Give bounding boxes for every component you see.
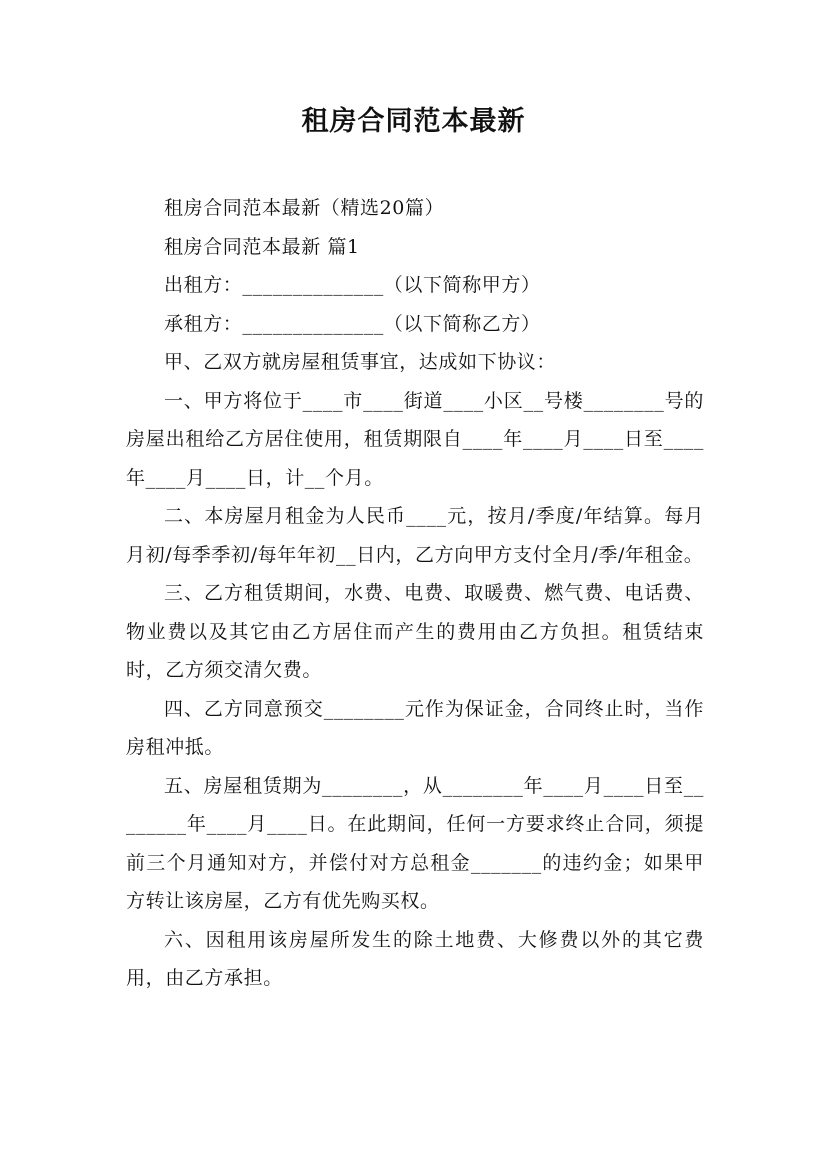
paragraph-clause-1: 一、甲方将位于____市____街道____小区__号楼________号的房屋出租给乙方居住使用，租赁期限自____年____月____日至____年____月____日，计__个月。 [126, 389, 704, 489]
paragraph-clause-2: 二、本房屋月租金为人民币____元，按月/季度/年结算。每月月初/每季季初/每年年初__日内，乙方向甲方支付全月/季/年租金。 [126, 505, 704, 566]
paragraph-agreement-intro: 甲、乙双方就房屋租赁事宜，达成如下协议： [164, 351, 557, 373]
paragraph-subtitle: 租房合同范本最新（精选20篇） [164, 197, 445, 219]
paragraph-clause-6: 六、因租用该房屋所发生的除土地费、大修费以外的其它费用，由乙方承担。 [126, 928, 704, 989]
paragraph-section-heading: 租房合同范本最新 篇1 [164, 235, 360, 258]
paragraph-lessor: 出租方：______________（以下简称甲方） [164, 274, 541, 296]
paragraph-lessee: 承租方：______________（以下简称乙方） [164, 312, 541, 335]
document-title: 租房合同范本最新 [301, 106, 526, 137]
paragraph-clause-3: 三、乙方租赁期间，水费、电费、取暖费、燃气费、电话费、物业费以及其它由乙方居住而产生的费用由乙方负担。租赁结束时，乙方须交清欠费。 [126, 582, 704, 681]
paragraph-clause-4: 四、乙方同意预交________元作为保证金，合同终止时，当作房租冲抵。 [126, 697, 704, 758]
paragraph-clause-5: 五、房屋租赁期为________，从________年____月____日至________年____月____日。在此期间，任何一方要求终止合同，须提前三个月通知对方，并偿付对方总租金_______的违约金；如果甲方转让该房屋，乙方有优先购买权。 [126, 774, 704, 912]
document-body [126, 189, 704, 998]
